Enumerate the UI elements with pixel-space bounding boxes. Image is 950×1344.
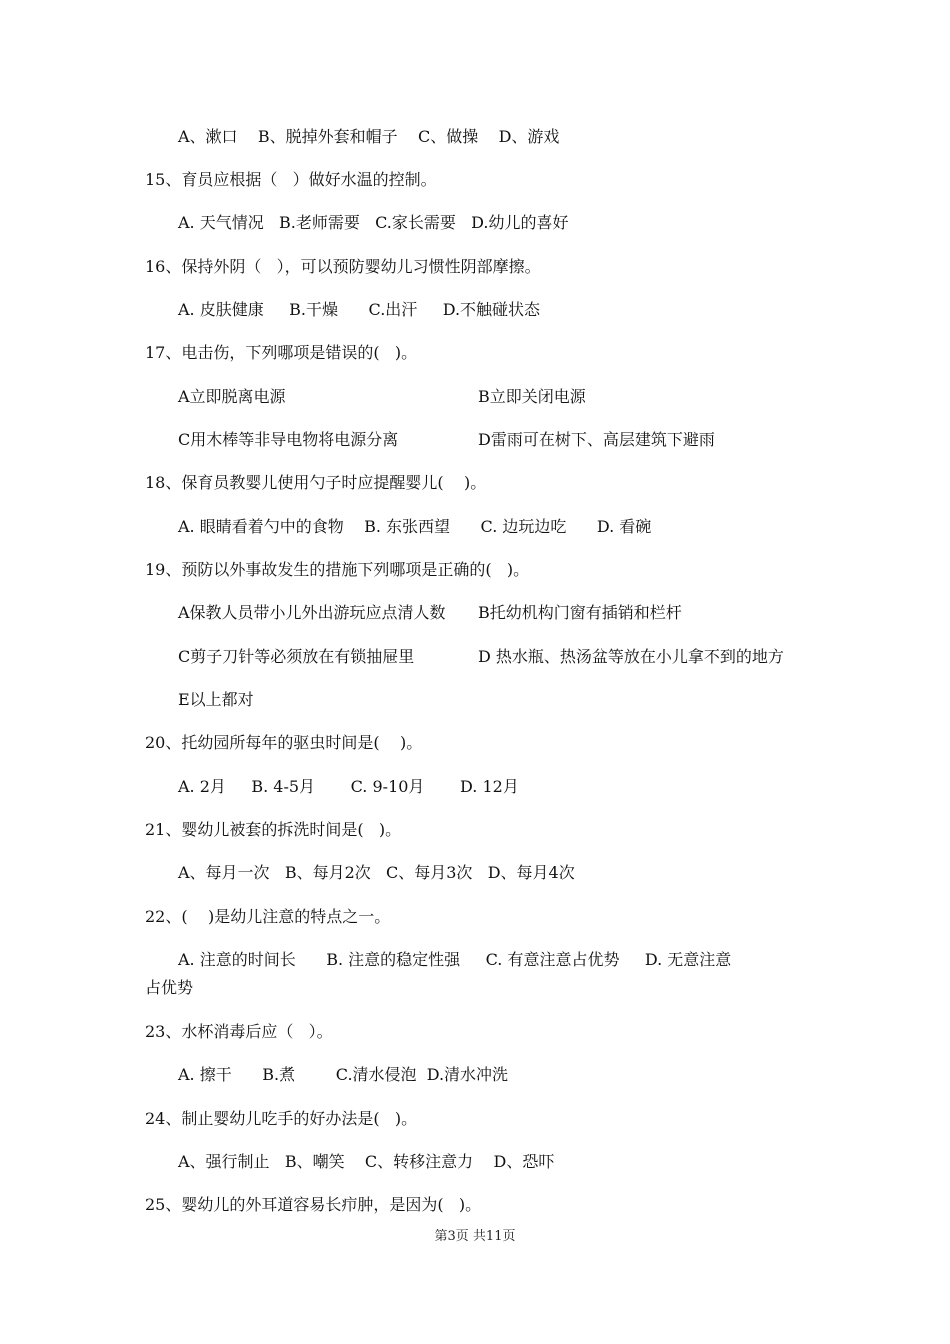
q22-options-wrap: 占优势: [145, 978, 194, 997]
q24-options: A、强行制止 B、嘲笑 C、转移注意力 D、恐吓: [178, 1152, 555, 1171]
q17-option-b: B立即关闭电源: [478, 387, 586, 406]
q17-option-a: A立即脱离电源: [178, 387, 286, 406]
q16-options: A. 皮肤健康 B.干燥 C.出汗 D.不触碰状态: [178, 300, 541, 319]
question-21: 21、婴幼儿被套的拆洗时间是( )。: [145, 820, 402, 839]
q19-option-d: D 热水瓶、热汤盆等放在小儿拿不到的地方: [478, 647, 784, 666]
q19-option-b: B托幼机构门窗有插销和栏杆: [478, 603, 682, 622]
question-22: 22、( )是幼儿注意的特点之一。: [145, 907, 391, 926]
question-25: 25、婴幼儿的外耳道容易长疖肿，是因为( )。: [145, 1195, 482, 1214]
question-15: 15、育员应根据（ ）做好水温的控制。: [145, 170, 437, 189]
q19-option-e: E以上都对: [178, 690, 254, 709]
q17-option-d: D雷雨可在树下、高层建筑下避雨: [478, 430, 715, 449]
question-20: 20、托幼园所每年的驱虫时间是( )。: [145, 733, 423, 752]
question-24: 24、制止婴幼儿吃手的好办法是( )。: [145, 1109, 418, 1128]
question-17: 17、电击伤，下列哪项是错误的( )。: [145, 343, 418, 362]
q21-options: A、每月一次 B、每月2次 C、每月3次 D、每月4次: [178, 863, 575, 882]
q14-options: A、漱口 B、脱掉外套和帽子 C、做操 D、游戏: [178, 127, 560, 146]
question-19: 19、预防以外事故发生的措施下列哪项是正确的( )。: [145, 560, 530, 579]
q17-option-c: C用木棒等非导电物将电源分离: [178, 430, 399, 449]
q22-options: A. 注意的时间长 B. 注意的稳定性强 C. 有意注意占优势 D. 无意注意: [178, 950, 732, 969]
question-16: 16、保持外阴（ ），可以预防婴幼儿习惯性阴部摩擦。: [145, 257, 541, 276]
q19-option-a: A保教人员带小儿外出游玩应点清人数: [178, 603, 446, 622]
q19-option-c: C剪子刀针等必须放在有锁抽屉里: [178, 647, 415, 666]
question-23: 23、水杯消毒后应（ ）。: [145, 1022, 333, 1041]
q18-options: A. 眼睛看着勺中的食物 B. 东张西望 C. 边玩边吃 D. 看碗: [178, 517, 652, 536]
question-18: 18、保育员教婴儿使用勺子时应提醒婴儿( )。: [145, 473, 487, 492]
q20-options: A. 2月 B. 4-5月 C. 9-10月 D. 12月: [178, 777, 519, 796]
q23-options: A. 擦干 B.煮 C.清水侵泡 D.清水冲洗: [178, 1065, 509, 1084]
page-footer: 第3页 共11页: [434, 1229, 516, 1244]
q15-options: A. 天气情况 B.老师需要 C.家长需要 D.幼儿的喜好: [178, 213, 569, 232]
